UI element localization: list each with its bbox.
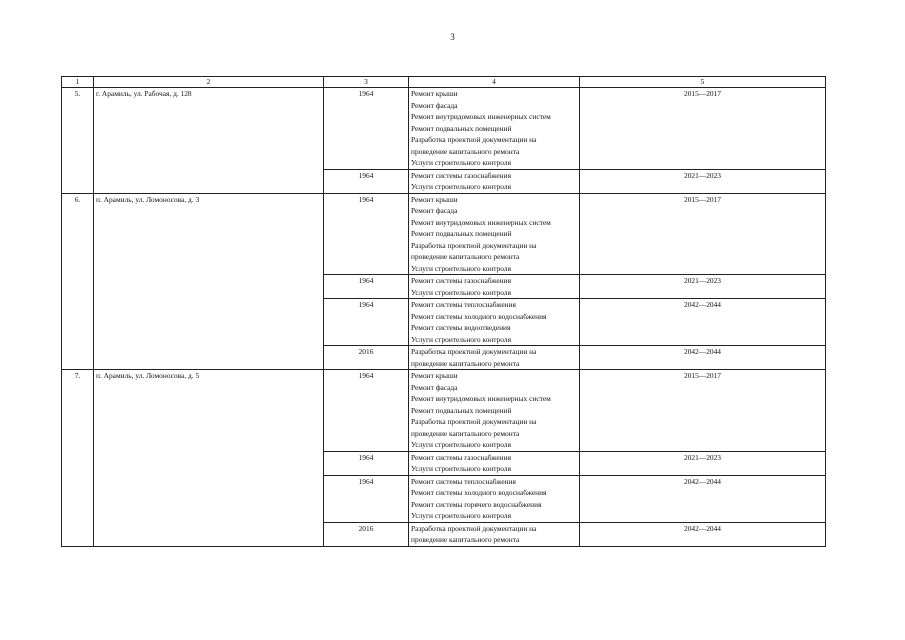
period-cell: 2015—2017 bbox=[580, 370, 826, 452]
work-item: проведение капитального ремонта bbox=[411, 146, 520, 156]
work-item: Ремонт внутридомовых инженерных систем bbox=[411, 394, 551, 403]
work-item: Ремонт системы водоотведения bbox=[411, 323, 511, 332]
works-cell bbox=[409, 193, 580, 275]
column-header-2: 2 bbox=[94, 77, 324, 88]
repair-schedule-table bbox=[61, 76, 826, 547]
work-item: Ремонт внутридомовых инженерных систем bbox=[411, 217, 551, 227]
work-item: Услуги строительного контроля bbox=[411, 464, 511, 473]
work-item: Ремонт крыши bbox=[411, 89, 458, 98]
year-cell: 1964 bbox=[324, 275, 409, 299]
building-number-cell: 6. bbox=[62, 193, 94, 370]
building-address-cell: г. Арамиль, ул. Рабочая, д. 128 bbox=[94, 88, 324, 194]
period-cell: 2042—2044 bbox=[580, 475, 826, 522]
table-header-row bbox=[62, 77, 826, 88]
period-cell: 2042—2044 bbox=[580, 346, 826, 370]
year-cell: 1964 bbox=[324, 451, 409, 475]
works-cell bbox=[409, 475, 580, 522]
works-cell bbox=[409, 370, 580, 452]
work-item: Ремонт системы горячего водоснабжения bbox=[411, 499, 542, 509]
work-item: Услуги строительного контроля bbox=[411, 158, 511, 167]
period-cell: 2015—2017 bbox=[580, 88, 826, 170]
period-cell: 2021—2023 bbox=[580, 169, 826, 193]
work-item: Ремонт системы газоснабжения bbox=[411, 452, 511, 462]
work-item: проведение капитального ремонта bbox=[411, 428, 520, 438]
work-item: Услуги строительного контроля bbox=[411, 182, 511, 191]
work-item: Ремонт подвальных помещений bbox=[411, 229, 512, 238]
year-cell: 1964 bbox=[324, 370, 409, 452]
work-item: Услуги строительного контроля bbox=[411, 287, 511, 297]
period-cell: 2021—2023 bbox=[580, 451, 826, 475]
work-item: Ремонт подвальных помещений bbox=[411, 405, 512, 415]
column-header-5: 5 bbox=[580, 77, 826, 88]
year-cell: 2016 bbox=[324, 346, 409, 370]
building-address-cell: п. Арамиль, ул. Ломоносова, д. 3 bbox=[94, 193, 324, 370]
work-item: Ремонт подвальных помещений bbox=[411, 123, 512, 133]
works-cell bbox=[409, 275, 580, 299]
works-cell bbox=[409, 299, 580, 346]
works-cell bbox=[409, 522, 580, 546]
period-cell: 2042—2044 bbox=[580, 299, 826, 346]
period-cell: 2015—2017 bbox=[580, 193, 826, 275]
year-cell: 2016 bbox=[324, 522, 409, 546]
works-cell bbox=[409, 169, 580, 193]
work-item: Ремонт системы теплоснабжения bbox=[411, 476, 516, 486]
building-number-cell: 5. bbox=[62, 88, 94, 194]
work-item: Ремонт системы холодного водоснабжения bbox=[411, 488, 547, 497]
work-item: Ремонт крыши bbox=[411, 194, 458, 204]
year-cell: 1964 bbox=[324, 88, 409, 170]
work-item: проведение капитального ремонта bbox=[411, 358, 520, 368]
work-item: Ремонт системы холодного водоснабжения bbox=[411, 311, 547, 321]
work-item: Разработка проектной документации на bbox=[411, 417, 537, 426]
building-number-cell: 7. bbox=[62, 370, 94, 547]
work-item: проведение капитального ремонта bbox=[411, 535, 520, 544]
work-item: Ремонт системы теплоснабжения bbox=[411, 300, 516, 309]
year-cell: 1964 bbox=[324, 475, 409, 522]
table-row bbox=[62, 193, 826, 275]
period-cell: 2021—2023 bbox=[580, 275, 826, 299]
work-item: Услуги строительного контроля bbox=[411, 334, 511, 344]
column-header-1: 1 bbox=[62, 77, 94, 88]
work-item: Разработка проектной документации на bbox=[411, 135, 537, 144]
works-cell bbox=[409, 451, 580, 475]
work-item: Услуги строительного контроля bbox=[411, 263, 511, 273]
column-header-3: 3 bbox=[324, 77, 409, 88]
year-cell: 1964 bbox=[324, 169, 409, 193]
work-item: Услуги строительного контроля bbox=[411, 511, 511, 520]
year-cell: 1964 bbox=[324, 299, 409, 346]
work-item: Разработка проектной документации на bbox=[411, 523, 537, 533]
work-item: Ремонт фасада bbox=[411, 206, 458, 215]
work-item: Ремонт фасада bbox=[411, 382, 458, 392]
page-number: 3 bbox=[450, 32, 455, 42]
table-body bbox=[62, 88, 826, 547]
table-row bbox=[62, 88, 826, 170]
works-cell bbox=[409, 346, 580, 370]
work-item: Ремонт фасада bbox=[411, 100, 458, 110]
work-item: Разработка проектной документации на bbox=[411, 347, 537, 356]
year-cell: 1964 bbox=[324, 193, 409, 275]
column-header-4: 4 bbox=[409, 77, 580, 88]
work-item: Ремонт крыши bbox=[411, 371, 458, 380]
work-item: проведение капитального ремонта bbox=[411, 252, 520, 261]
work-item: Ремонт системы газоснабжения bbox=[411, 276, 511, 285]
works-cell bbox=[409, 88, 580, 170]
table-row bbox=[62, 370, 826, 452]
building-address-cell: п. Арамиль, ул. Ломоносова, д. 5 bbox=[94, 370, 324, 547]
work-item: Ремонт внутридомовых инженерных систем bbox=[411, 112, 551, 121]
period-cell: 2042—2044 bbox=[580, 522, 826, 546]
work-item: Разработка проектной документации на bbox=[411, 240, 537, 250]
work-item: Услуги строительного контроля bbox=[411, 440, 511, 449]
work-item: Ремонт системы газоснабжения bbox=[411, 170, 511, 180]
